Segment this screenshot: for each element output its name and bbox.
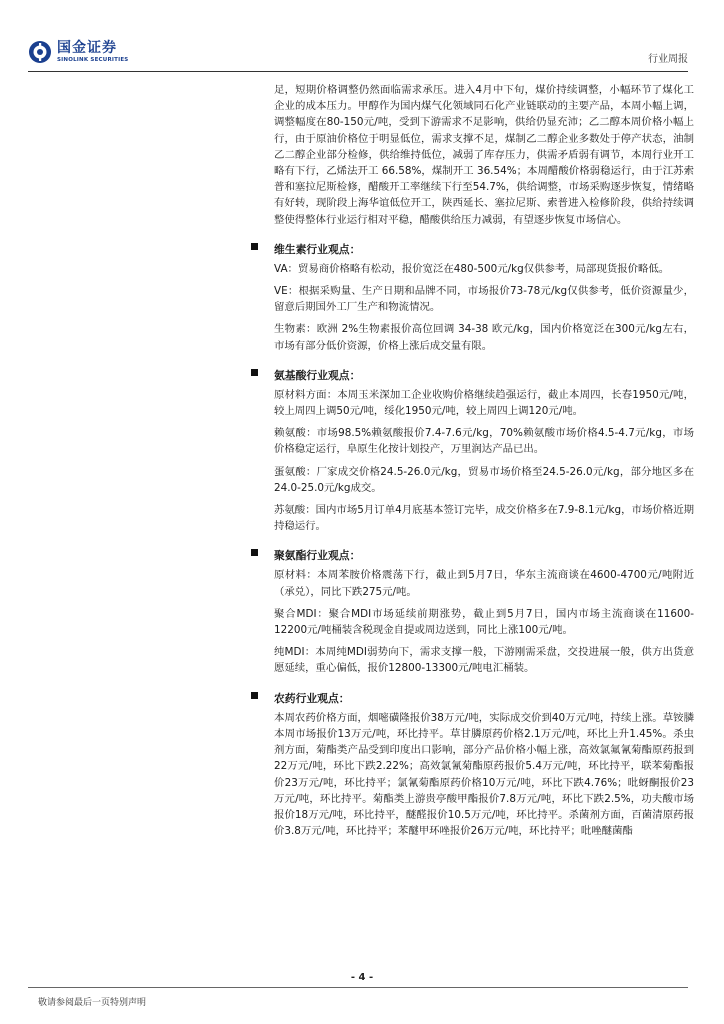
section-heading-polyurethane	[274, 544, 694, 562]
paragraph: 纯MDI：本周纯MDI弱势向下，需求支撑一般，下游刚需采盘，交投进展一般，供方出货意愿延续，重心偏低，报价12800-13300元/吨电汇桶装。	[274, 646, 694, 675]
report-body	[274, 82, 694, 845]
section-title: 农药行业观点：	[274, 691, 350, 705]
section-title: 氨基酸行业观点：	[274, 368, 361, 382]
paragraph: 聚合MDI：聚合MDI市场延续前期涨势，截止到5月7日，国内市场主流商谈在11600-12200元/吨桶装含税现金自提或周边送到，同比上涨100元/吨。	[274, 607, 694, 637]
footer-disclaimer: 敬请参阅最后一页特别声明	[38, 998, 147, 1008]
paragraph: 本周农药价格方面，烟嘧磺隆报价38万元/吨，实际成交价到40万元/吨，持续上涨。草铵膦本周市场报价13万元/吨，环比持平。草甘膦原药价格2.1万元/吨，环比上升1.45%。杀虫剂方面，菊酯类产品受到印度出口影响，部分产品价格小幅上涨，高效氯氟氰菊酯原药报到22万元/吨，环比下跌2.22%；高效氯氰菊酯原药报价5.4万元/吨，环比持平，联苯菊酯报价23万元/吨，环比持平；氯氰菊酯原药价格10万元/吨，环比下跌4.76%；吡蚜酮报价23万元/吨，环比持平。菊酯类上游贵亭酸甲酯报价7.8万元/吨，环比下跌2.5%，功夫酸市场报价18万元/吨，环比持平，醚醛报价10.5万元/吨，环比持平。杀菌剂方面，百菌清原药报价3.8万元/吨，环比持平；苯醚甲环唑报价26万元/吨，环比持平；吡唑醚菌酯	[274, 711, 694, 838]
header-divider	[28, 71, 688, 72]
paragraph: 赖氨酸：市场98.5%赖氨酸报价7.4-7.6元/kg，70%赖氨酸市场价格4.5-4.7元/kg，市场价格稳定运行，阜原生化按计划投产，万里润达产品已出。	[274, 427, 694, 456]
paragraph: VA：贸易商价格略有松动，报价宽泛在480-500元/kg仅供参考，局部现货报价略低。	[274, 262, 670, 275]
square-bullet-icon	[251, 369, 258, 376]
square-bullet-icon	[251, 549, 258, 556]
document-type: 行业周报	[648, 54, 688, 65]
paragraph: VE：根据采购量、生产日期和品牌不同，市场报价73-78元/kg仅供参考，低价资源量少，留意后期国外工厂生产和物流情况。	[274, 285, 694, 314]
section-heading-pesticides	[274, 687, 694, 705]
logo-mark-icon	[28, 40, 52, 64]
intro-paragraph: 足，短期价格调整仍然面临需求承压。进入4月中下旬，煤价持续调整，小幅环节了煤化工企业的成本压力。甲醇作为国内煤气化领域同石化产业链联动的主要产品，本周小幅上调，调整幅度在80-150元/吨，受到下游需求不足影响，供给仍显充沛；乙二醇本周价格小幅上行，由于原油价格位于明显低位，需求支撑不足，煤制乙二醇企业多数处于停产状态，油制乙二醇企业部分检修，供给维持低位，减弱了库存压力，供需矛盾弱有调节，本周行业开工略有下行，乙烯法开工 66.58%，煤制开工 36.54%；本周醋酸价格弱稳运行，由于江苏索普和塞拉尼斯检修，醋酸开工率继续下行至54.7%，供给调整，市场采购逐步恢复，情绪略有好转，现阶段上海华谊低位开工，陕西延长、塞拉尼斯、索普进入检修阶段，供给持续调整使得整体行业运行相对平稳，醋酸供给压力减弱，有望逐步恢复市场信心。	[274, 84, 694, 226]
paragraph: 原材料：本周苯胺价格震荡下行，截止到5月7日，华东主流商谈在4600-4700元/吨附近（承兑），同比下跌275元/吨。	[274, 569, 694, 598]
page-number: - 4 -	[350, 972, 374, 983]
square-bullet-icon	[251, 243, 258, 250]
paragraph: 原材料方面：本周玉米深加工企业收购价格继续趋强运行，截止本周四，长春1950元/吨，较上周四上调50元/吨，绥化1950元/吨，较上周四上调120元/吨。	[274, 388, 694, 418]
footer-divider	[28, 987, 688, 988]
page-header	[0, 0, 724, 78]
paragraph: 苏氨酸：国内市场5月订单4月底基本签订完毕，成交价格多在7.9-8.1元/kg，市场价格近期持稳运行。	[274, 504, 694, 533]
company-logo	[28, 40, 128, 64]
square-bullet-icon	[251, 692, 258, 699]
section-title: 维生素行业观点：	[274, 242, 361, 256]
paragraph: 生物素：欧洲 2%生物素报价高位回调 34-38 欧元/kg，国内价格宽泛在300元/kg左右，市场有部分低价资源，价格上涨后成交量有限。	[274, 323, 694, 352]
section-heading-amino-acids	[274, 364, 694, 382]
section-title: 聚氨酯行业观点：	[274, 549, 361, 563]
logo-text-en: SINOLINK SECURITIES	[57, 56, 129, 63]
logo-text-cn: 国金证券	[57, 39, 117, 56]
section-heading-vitamins	[274, 238, 694, 256]
paragraph: 蛋氨酸：厂家成交价格24.5-26.0元/kg，贸易市场价格至24.5-26.0元/kg，部分地区多在24.0-25.0元/kg成交。	[274, 465, 694, 494]
